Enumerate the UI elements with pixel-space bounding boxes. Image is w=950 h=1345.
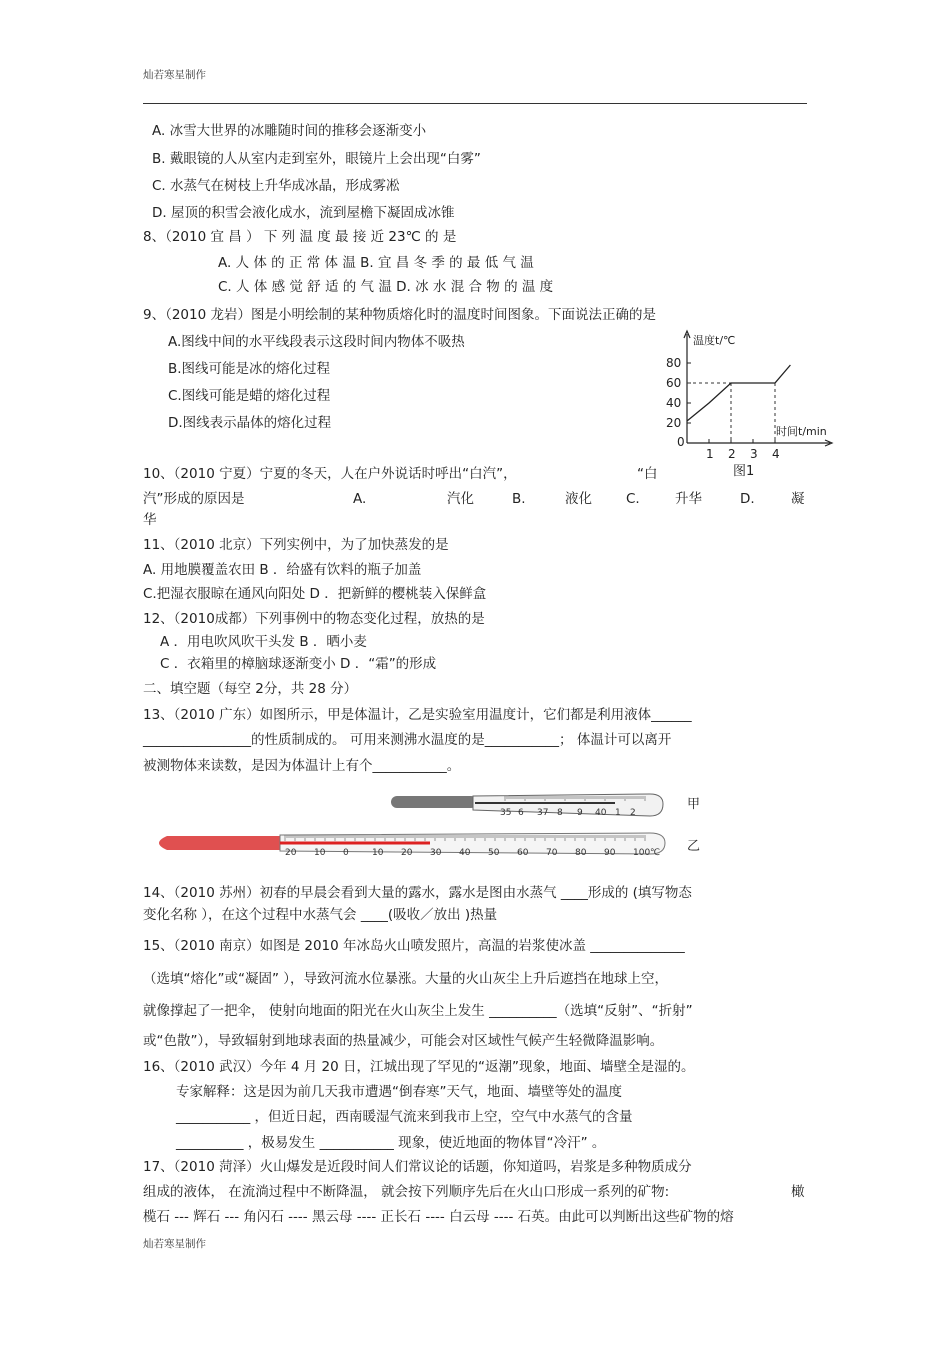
- lab-scale-label: 20: [285, 848, 297, 858]
- q10-option-d-text: 凝: [791, 491, 805, 507]
- q8-options-row1: A. 人 体 的 正 常 体 温 B. 宜 昌 冬 季 的 最 低 气 温: [218, 255, 534, 271]
- lab-scale-label: 20: [401, 848, 413, 858]
- label-jia: 甲: [687, 797, 701, 812]
- q10-line1: 10、（2010 宁夏）宁夏的冬天，人在户外说话时呼出“白汽”，: [143, 466, 517, 482]
- y-axis-label: 温度t/℃: [693, 334, 736, 347]
- q13-line2: ________________的性质制成的。 可用来测沸水温度的是___________； 体温计可以离开: [143, 732, 672, 748]
- q10-quote: “白: [637, 466, 658, 482]
- thermometers-figure: [145, 788, 715, 863]
- q10-option-c-text: 升华: [675, 491, 702, 507]
- q9-stem: 9、（2010 龙岩）图是小明绘制的某种物质熔化时的温度时间图象。下面说法正确的是: [143, 307, 656, 323]
- q10-option-c: C.: [626, 491, 640, 507]
- q16-line4: __________ ，极易发生 ___________ 现象，使近地面的物体冒“冷汗” 。: [176, 1135, 606, 1151]
- lab-scale-label: 80: [575, 848, 587, 858]
- header-divider: [143, 103, 807, 104]
- q16-line1: 16、（2010 武汉）今年 4 月 20 日，江城出现了罕见的“返潮”现象，地面、墙壁全是湿的。: [143, 1059, 695, 1075]
- clinical-scale-label: 35: [500, 808, 512, 818]
- q15-line1: 15、（2010 南京）如图是 2010 年冰岛火山喷发照片，高温的岩浆使冰盖 ______________: [143, 938, 685, 954]
- chart-caption: 图1: [733, 464, 755, 479]
- q12-options-row2: C ．衣箱里的樟脑球逐渐变小 D ．“霜”的形成: [160, 656, 437, 672]
- lab-scale-label: 50: [488, 848, 500, 858]
- lab-scale-label: 30: [430, 848, 442, 858]
- melting-curve-chart: [660, 328, 840, 480]
- clinical-scale-label: 1: [615, 808, 621, 818]
- q9-option-b: B.图线可能是冰的熔化过程: [168, 361, 331, 377]
- q17-line3: 榄石 --- 辉石 --- 角闪石 ---- 黑云母 ---- 正长石 ---- 白云母 ---- 石英。由此可以判断出这些矿物的熔: [143, 1209, 734, 1225]
- x-tick-label: 1: [706, 447, 714, 461]
- x-tick-label: 3: [750, 447, 758, 461]
- lab-scale-label: 70: [546, 848, 558, 858]
- header-watermark: 灿若寒星制作: [143, 69, 206, 81]
- q8-options-row2: C. 人 体 感 觉 舒 适 的 气 温 D. 冰 水 混 合 物 的 温 度: [218, 279, 554, 295]
- q17-line2: 组成的液体， 在流淌过程中不断降温， 就会按下列顺序先后在火山口形成一系列的矿物:: [143, 1184, 670, 1200]
- lab-scale-label: 0: [343, 848, 349, 858]
- x-tick-label: 4: [772, 447, 780, 461]
- q13-line1: 13、（2010 广东）如图所示，甲是体温计，乙是实验室用温度计，它们都是利用液体______: [143, 707, 692, 723]
- q13-line3: 被测物体来读数，是因为体温计上有个___________。: [143, 758, 461, 774]
- lab-thermometer: [159, 833, 665, 858]
- q12-stem: 12、（2010成都）下列事例中的物态变化过程，放热的是: [143, 611, 485, 627]
- q11-options-row1: A. 用地膜覆盖农田 B ．给盛有饮料的瓶子加盖: [143, 562, 422, 578]
- clinical-scale-label: 9: [577, 808, 583, 818]
- lab-scale-label: 10: [314, 848, 326, 858]
- q15-line4: 或“色散”），导致辐射到地球表面的热量减少，可能会对区域性气候产生轻微降温影响。: [143, 1033, 664, 1049]
- q10-option-a: A.: [353, 491, 367, 507]
- q7-option-a: A. 冰雪大世界的冰雕随时间的推移会逐渐变小: [152, 123, 427, 139]
- y-tick-label: 40: [666, 396, 682, 410]
- y-tick-label: 20: [666, 416, 682, 430]
- lab-thermometer-unit: ℃: [650, 848, 661, 858]
- x-tick-label: 0: [677, 435, 685, 449]
- q14-line1: 14、（2010 苏州）初春的早晨会看到大量的露水，露水是图由水蒸气 ____形成的 (填写物态: [143, 885, 692, 901]
- q9-option-a: A.图线中间的水平线段表示这段时间内物体不吸热: [168, 334, 465, 350]
- q14-line2: 变化名称 ），在这个过程中水蒸气会 ____(吸收／放出 )热量: [143, 907, 498, 923]
- clinical-scale-label: 37: [537, 808, 549, 818]
- q10-option-b-text: 液化: [565, 491, 592, 507]
- q10-line3: 华: [143, 512, 157, 528]
- q9-option-c: C.图线可能是蜡的熔化过程: [168, 388, 331, 404]
- lab-scale-label: 90: [604, 848, 616, 858]
- q12-options-row1: A ．用电吹风吹干头发 B ．晒小麦: [160, 634, 367, 650]
- y-tick-label: 80: [666, 356, 682, 370]
- lab-scale-label: 60: [517, 848, 529, 858]
- q11-stem: 11、（2010 北京）下列实例中，为了加快蒸发的是: [143, 537, 449, 553]
- section-fill-in-heading: 二、填空题（每空 2分，共 28 分）: [143, 681, 358, 697]
- clinical-scale-label: 2: [630, 808, 636, 818]
- q10-option-a-text: 汽化: [447, 491, 474, 507]
- q16-line3: ___________ ，但近日起，西南暖湿气流来到我市上空，空气中水蒸气的含量: [176, 1109, 633, 1125]
- lab-scale-label: 40: [459, 848, 471, 858]
- clinical-thermometer: [391, 794, 663, 818]
- q15-line3: 就像撑起了一把伞， 使射向地面的阳光在火山灰尘上发生 __________（选填“反射”、“折射”: [143, 1003, 693, 1019]
- q7-option-d: D. 屋顶的积雪会液化成水，流到屋檐下凝固成冰锥: [152, 205, 455, 221]
- q7-option-c: C. 水蒸气在树枝上升华成冰晶，形成雾凇: [152, 178, 400, 194]
- clinical-scale-label: 40: [595, 808, 607, 818]
- q8-stem: 8、（2010 宜 昌 ） 下 列 温 度 最 接 近 23℃ 的 是: [143, 229, 457, 245]
- q10-option-d: D.: [740, 491, 755, 507]
- q10-option-b: B.: [512, 491, 526, 507]
- lab-scale-label: 10: [372, 848, 384, 858]
- q10-line2-lead: 汽”形成的原因是: [143, 491, 245, 507]
- clinical-scale-label: 8: [557, 808, 563, 818]
- q17-line2-end: 橄: [791, 1184, 805, 1200]
- y-tick-label: 60: [666, 376, 682, 390]
- q11-options-row2: C.把湿衣服晾在通风向阳处 D ．把新鲜的樱桃装入保鲜盒: [143, 586, 487, 602]
- lab-scale-label: 100: [633, 848, 651, 858]
- footer-watermark: 灿若寒星制作: [143, 1238, 206, 1250]
- x-tick-label: 2: [728, 447, 736, 461]
- q9-option-d: D.图线表示晶体的熔化过程: [168, 415, 332, 431]
- series-line: [687, 365, 790, 421]
- q17-line1: 17、（2010 菏泽）火山爆发是近段时间人们常议论的话题，你知道吗，岩浆是多种物质成分: [143, 1159, 692, 1175]
- q7-option-b: B. 戴眼镜的人从室内走到室外，眼镜片上会出现“白雾”: [152, 151, 481, 167]
- label-yi: 乙: [687, 839, 701, 854]
- x-axis-label: 时间t/min: [776, 425, 827, 438]
- q15-line2: （选填“熔化”或“凝固” ），导致河流水位暴涨。大量的火山灰尘上升后遮挡在地球上空，: [143, 971, 669, 987]
- q16-line2: 专家解释：这是因为前几天我市遭遇“倒春寒”天气，地面、墙壁等处的温度: [176, 1084, 622, 1100]
- clinical-scale-label: 6: [518, 808, 524, 818]
